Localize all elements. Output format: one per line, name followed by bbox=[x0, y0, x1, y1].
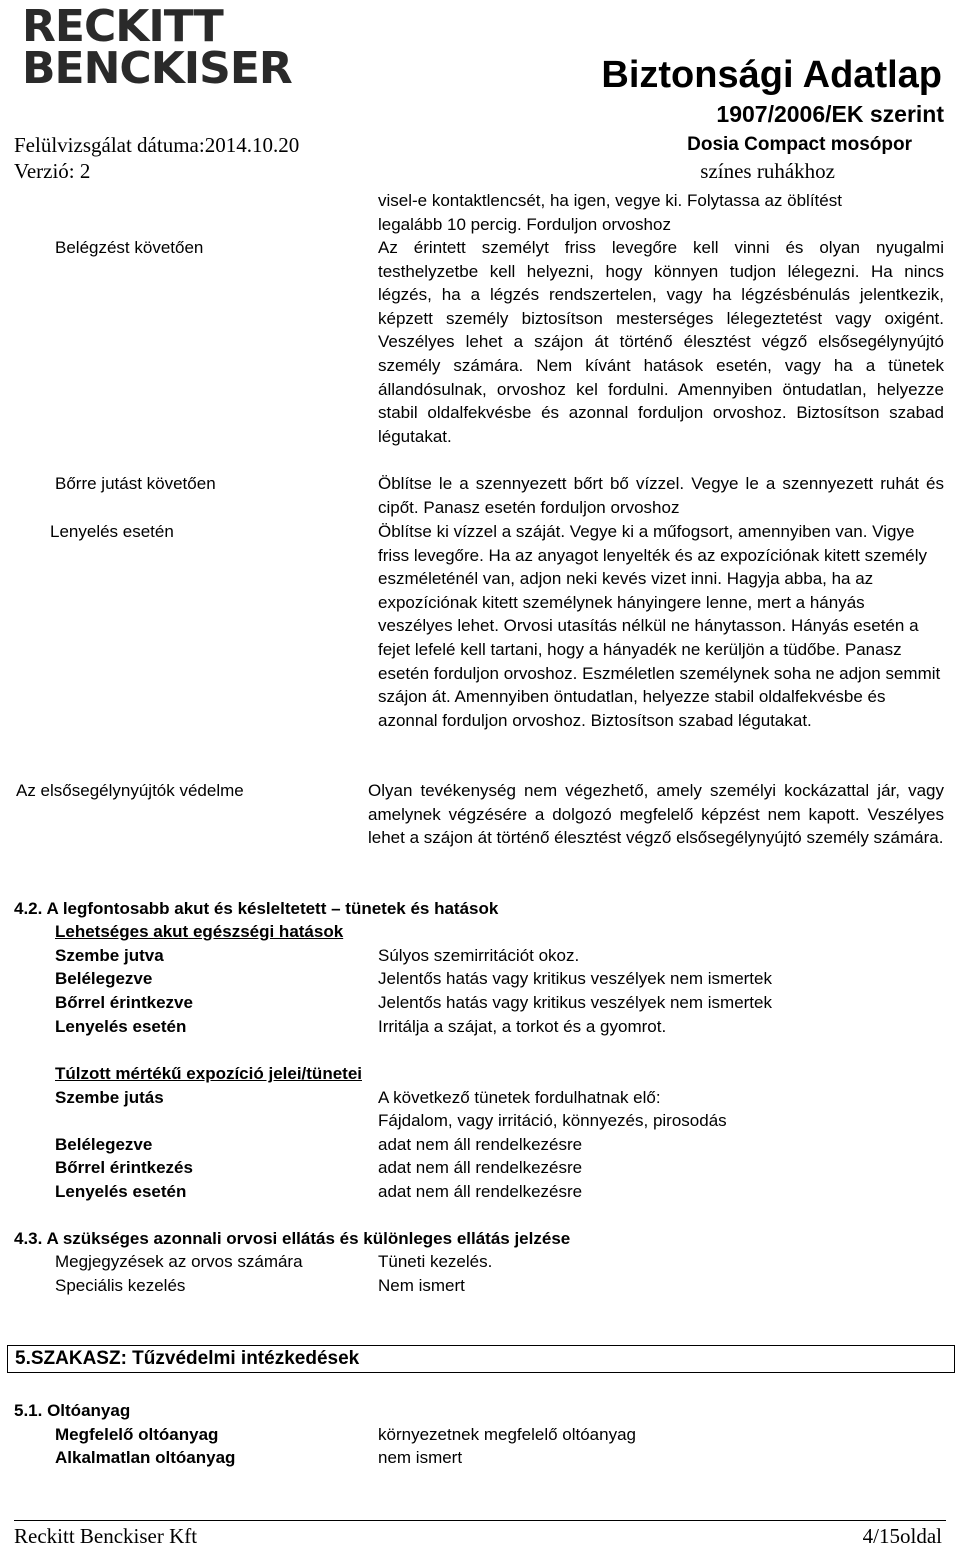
revision-date: Felülvizsgálat dátuma:2014.10.20 bbox=[14, 133, 300, 157]
product-variant: színes ruhákhoz bbox=[700, 159, 835, 183]
first-aider-protection-label: Az elsősegélynyújtók védelme bbox=[16, 781, 244, 800]
overexposure-eye-label: Szembe jutás bbox=[55, 1088, 164, 1107]
overexposure-row-label: Belélegezve bbox=[55, 1135, 153, 1154]
inhalation-label: Belégzést követően bbox=[55, 238, 204, 257]
acute-row-label: Szembe jutva bbox=[55, 946, 164, 965]
acute-row-label: Bőrrel érintkezve bbox=[55, 993, 193, 1012]
unsuitable-media-value: nem ismert bbox=[378, 1448, 463, 1467]
overexposure-eye-value-line2: Fájdalom, vagy irritáció, könnyezés, pirosodás bbox=[378, 1111, 727, 1130]
suitable-media-value: környezetnek megfelelő oltóanyag bbox=[378, 1425, 636, 1444]
unsuitable-media-label: Alkalmatlan oltóanyag bbox=[55, 1448, 236, 1467]
section-4-3-heading: 4.3. A szükséges azonnali orvosi ellátás és különleges ellátás jelzése bbox=[14, 1229, 571, 1248]
ingestion-text: Öblítse ki vízzel a száját. Vegye ki a műfogsort, amennyiben van. Vigye friss levegőre. Ha az anyagot lenyelték és az expozíciónak kitett személy eszméleténél van, adjon neki kevés vizet inni. Hagyja abba, ha az expozíciónak kitett személynek hányingere lenne, mert a hányás veszélyes lehet. Orvosi utasítás nélkül ne hánytasson. Hányás esetén a fejet lefelé kell tartani, hogy a hányadék ne kerüljön a tüdőbe. Panasz esetén forduljon orvoshoz. Eszméletlen személynek soha ne adjon semmit szájon át. Amennyiben öntudatlan, helyezze stabil oldalfekvésbe és azonnal forduljon orvoshoz. Biztosítson szabad légutakat. bbox=[378, 522, 941, 730]
medical-notes-label: Megjegyzések az orvos számára bbox=[55, 1252, 303, 1271]
acute-row-value: Súlyos szemirritációt okoz. bbox=[378, 946, 580, 965]
section-4-2-heading: 4.2. A legfontosabb akut és késleltetett – tünetek és hatások bbox=[14, 899, 499, 918]
acute-row-label: Lenyelés esetén bbox=[55, 1017, 187, 1036]
footer-company: Reckitt Benckiser Kft bbox=[14, 1524, 198, 1548]
regulation-reference: 1907/2006/EK szerint bbox=[716, 101, 944, 127]
overexposure-row-value: adat nem áll rendelkezésre bbox=[378, 1182, 583, 1201]
acute-effects-heading: Lehetséges akut egészségi hatások bbox=[55, 922, 344, 941]
overexposure-heading: Túlzott mértékű expozíció jelei/tünetei bbox=[55, 1064, 362, 1083]
footer-divider bbox=[14, 1520, 946, 1521]
document-title: Biztonsági Adatlap bbox=[601, 54, 942, 96]
logo-line1: RECKITT bbox=[22, 1, 223, 52]
special-treatment-value: Nem ismert bbox=[378, 1276, 465, 1295]
version: Verzió: 2 bbox=[14, 159, 91, 183]
overexposure-row-label: Bőrrel érintkezés bbox=[55, 1158, 193, 1177]
skin-contact-label: Bőrre jutást követően bbox=[55, 474, 216, 493]
overexposure-eye-value-line1: A következő tünetek fordulhatnak elő: bbox=[378, 1088, 661, 1107]
section-5-title: 5.SZAKASZ: Tűzvédelmi intézkedések bbox=[15, 1348, 360, 1369]
special-treatment-label: Speciális kezelés bbox=[55, 1276, 186, 1295]
acute-row-value: Irritálja a szájat, a torkot és a gyomrot. bbox=[378, 1017, 667, 1036]
acute-row-value: Jelentős hatás vagy kritikus veszélyek nem ismertek bbox=[378, 969, 772, 988]
section-5-1-heading: 5.1. Oltóanyag bbox=[14, 1401, 131, 1420]
logo-line2: BENCKISER bbox=[22, 43, 292, 94]
medical-notes-value: Tüneti kezelés. bbox=[378, 1252, 493, 1271]
ingestion-label: Lenyelés esetén bbox=[50, 522, 174, 541]
overexposure-row-label: Lenyelés esetén bbox=[55, 1182, 187, 1201]
acute-row-value: Jelentős hatás vagy kritikus veszélyek nem ismertek bbox=[378, 993, 772, 1012]
overexposure-row-value: adat nem áll rendelkezésre bbox=[378, 1158, 583, 1177]
suitable-media-label: Megfelelő oltóanyag bbox=[55, 1425, 219, 1444]
eye-contact-continued-line2: legalább 10 percig. Forduljon orvoshoz bbox=[378, 215, 671, 234]
skin-contact-text: Öblítse le a szennyezett bőrt bő vízzel. Vegye le a szennyezett ruhát és cipőt. Panasz esetén forduljon orvoshoz bbox=[378, 474, 944, 517]
company-logo bbox=[22, 1, 292, 94]
overexposure-row-value: adat nem áll rendelkezésre bbox=[378, 1135, 583, 1154]
page-number: 4/15oldal bbox=[862, 1524, 942, 1548]
acute-row-label: Belélegezve bbox=[55, 969, 153, 988]
section-5-box bbox=[7, 1345, 955, 1373]
first-aider-protection-text: Olyan tevékenység nem végezhető, amely személyi kockázattal jár, vagy amelynek végzésére a dolgozó megfelelő képzést nem kapott. Veszélyes lehet a szájon át történő élesztést végző elsősegélynyújtó személy számára. bbox=[368, 781, 944, 848]
inhalation-text: Az érintett személyt friss levegőre kell vinni és olyan nyugalmi testhelyzetbe kell helyezni, hogy könnyen tudjon lélegezni. Ha nincs légzés, ha a légzés rendszertelen, vagy ha légzésbénulás jelentkezik, képzett személy biztosítson mesterséges lélegeztetést vagy oxigént. Veszélyes lehet a szájon át történő élesztést végző elsősegélynyújtó személy számára. Nem kívánt hatások esetén, vagy ha a tünetek állandósulnak, orvoshoz kel fordulni. Amennyiben öntudatlan, helyezze stabil oldalfekvésbe és azonnal forduljon orvoshoz. Biztosítson szabad légutakat. bbox=[378, 238, 944, 446]
product-name: Dosia Compact mosópor bbox=[687, 134, 912, 155]
eye-contact-continued-line1: visel-e kontaktlencsét, ha igen, vegye ki. Folytassa az öblítést bbox=[378, 191, 842, 210]
